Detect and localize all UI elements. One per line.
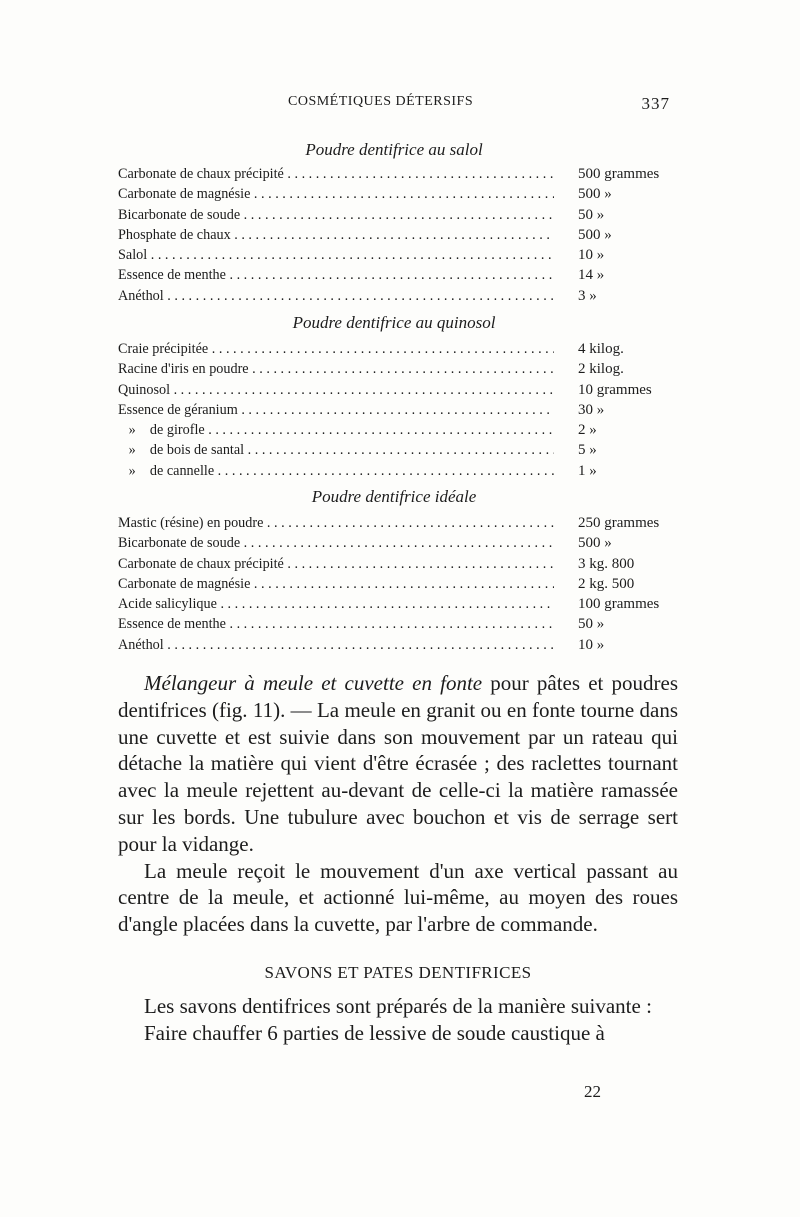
ingredient-name: Bicarbonate de soude bbox=[118, 206, 241, 223]
ingredient-qty: 500 » bbox=[578, 186, 612, 203]
ingredient-qty: 500 grammes bbox=[578, 166, 660, 182]
ingredient-name: Anéthol bbox=[118, 287, 164, 304]
melangeur-paragraph-2: La meule reçoit le mouvement d'un axe vertical passant au centre de la meule, et actionné lui-même, au moyen des roues d'angle placées dans la cuvette, par l'arbre de commande. bbox=[118, 858, 678, 937]
ingredient-name: Carbonate de magnésie bbox=[118, 575, 251, 592]
ingredient-qty: 500 » bbox=[578, 535, 612, 552]
ingredient-name: Mastic (résine) en poudre bbox=[118, 515, 264, 531]
ingredient-name: » de girofle bbox=[118, 422, 205, 439]
ingredient-name: » de bois de santal bbox=[118, 442, 245, 459]
ingredient-row bbox=[118, 205, 678, 225]
ingredient-row bbox=[118, 380, 678, 400]
ingredient-row bbox=[118, 461, 678, 481]
ingredient-name: Quinosol bbox=[118, 381, 171, 398]
ingredient-name: Craie précipitée bbox=[118, 341, 209, 357]
ingredient-name: Carbonate de chaux précipité bbox=[118, 166, 284, 182]
savons-section bbox=[118, 993, 678, 1047]
signature-mark: 22 bbox=[584, 1082, 601, 1101]
melangeur-paragraph-1 bbox=[118, 670, 678, 858]
ingredient-name: Carbonate de chaux précipité bbox=[118, 555, 284, 572]
ingredient-qty: 500 » bbox=[578, 226, 612, 243]
ingredient-list-salol bbox=[118, 164, 678, 306]
recipe-title-ideale: Poudre dentifrice idéale bbox=[311, 487, 477, 506]
ingredient-qty: 3 kg. 800 bbox=[578, 555, 635, 572]
ingredient-row bbox=[118, 554, 678, 574]
ingredient-row bbox=[118, 245, 678, 265]
ingredient-name: Acide salicylique bbox=[118, 596, 217, 613]
ingredient-row bbox=[118, 400, 678, 420]
ingredient-qty: 14 » bbox=[578, 267, 605, 284]
melangeur-italic-lead: Mélangeur à meule et cuvette en fonte bbox=[144, 671, 483, 695]
ingredient-row bbox=[118, 513, 678, 533]
ingredient-qty: 50 » bbox=[578, 206, 605, 223]
ingredient-qty: 10 » bbox=[578, 247, 605, 264]
ingredient-name: Salol bbox=[118, 247, 148, 264]
page-number: 337 bbox=[641, 94, 670, 113]
ingredient-row bbox=[118, 594, 678, 614]
ingredient-qty: 5 » bbox=[578, 442, 597, 459]
ingredient-list-ideale bbox=[118, 513, 678, 655]
recipe-title-salol: Poudre dentifrice au salol bbox=[305, 140, 483, 159]
ingredient-name: Essence de géranium bbox=[118, 401, 238, 418]
ingredient-row bbox=[118, 359, 678, 379]
ingredient-row bbox=[118, 440, 678, 460]
ingredient-row bbox=[118, 339, 678, 359]
savons-heading: SAVONS ET PATES DENTIFRICES bbox=[264, 963, 532, 982]
ingredient-row bbox=[118, 164, 678, 184]
ingredient-name: Carbonate de magnésie bbox=[118, 186, 251, 203]
ingredient-qty: 2 » bbox=[578, 422, 597, 439]
ingredient-name: » de cannelle bbox=[118, 462, 215, 479]
ingredient-qty: 10 » bbox=[578, 636, 605, 653]
ingredient-name: Essence de menthe bbox=[118, 616, 226, 633]
ingredient-qty: 10 grammes bbox=[578, 381, 652, 398]
ingredient-qty: 3 » bbox=[578, 287, 597, 304]
savons-paragraph-2: Faire chauffer 6 parties de lessive de soude caustique à bbox=[144, 1020, 605, 1045]
ingredient-row bbox=[118, 265, 678, 285]
melangeur-paragraph-1-text: pour pâtes et poudres dentifrices (fig. 11). — La meule en granit ou en fonte tourne dans une cuvette et est suivie dans son mouvement par un rateau qui détache la matière qui vient d'être écrasée ; des raclettes tournant avec la meule rejettent au-devant de celle-ci la matière ramassée sur les bords. Une tubulure avec bouchon et vis de serrage sert pour la vidange. bbox=[118, 671, 678, 856]
running-header bbox=[118, 94, 670, 118]
ingredient-row bbox=[118, 533, 678, 553]
ingredient-row bbox=[118, 286, 678, 306]
running-title: COSMÉTIQUES DÉTERSIFS bbox=[288, 94, 474, 109]
ingredient-row bbox=[118, 184, 678, 204]
ingredient-name: Essence de menthe bbox=[118, 267, 226, 284]
ingredient-name: Bicarbonate de soude bbox=[118, 535, 241, 552]
ingredient-row bbox=[118, 614, 678, 634]
ingredient-row bbox=[118, 420, 678, 440]
recipe-title-quinosol: Poudre dentifrice au quinosol bbox=[292, 313, 496, 332]
ingredient-qty: 30 » bbox=[578, 401, 605, 418]
ingredient-name: Anéthol bbox=[118, 636, 164, 653]
ingredient-qty: 100 grammes bbox=[578, 596, 660, 613]
ingredient-qty: 4 kilog. bbox=[578, 341, 624, 357]
ingredient-qty: 50 » bbox=[578, 616, 605, 633]
ingredient-qty: 1 » bbox=[578, 462, 597, 479]
ingredient-qty: 2 kg. 500 bbox=[578, 575, 635, 592]
ingredient-row bbox=[118, 225, 678, 245]
ingredient-row bbox=[118, 574, 678, 594]
ingredient-qty: 2 kilog. bbox=[578, 361, 624, 378]
melangeur-section bbox=[118, 670, 678, 938]
ingredient-row bbox=[118, 635, 678, 655]
ingredient-name: Racine d'iris en poudre bbox=[118, 361, 249, 378]
ingredient-qty: 250 grammes bbox=[578, 515, 660, 531]
ingredient-list-quinosol bbox=[118, 339, 678, 481]
savons-paragraph-1: Les savons dentifrices sont préparés de la manière suivante : bbox=[144, 994, 652, 1018]
ingredient-name: Phosphate de chaux bbox=[118, 226, 231, 243]
